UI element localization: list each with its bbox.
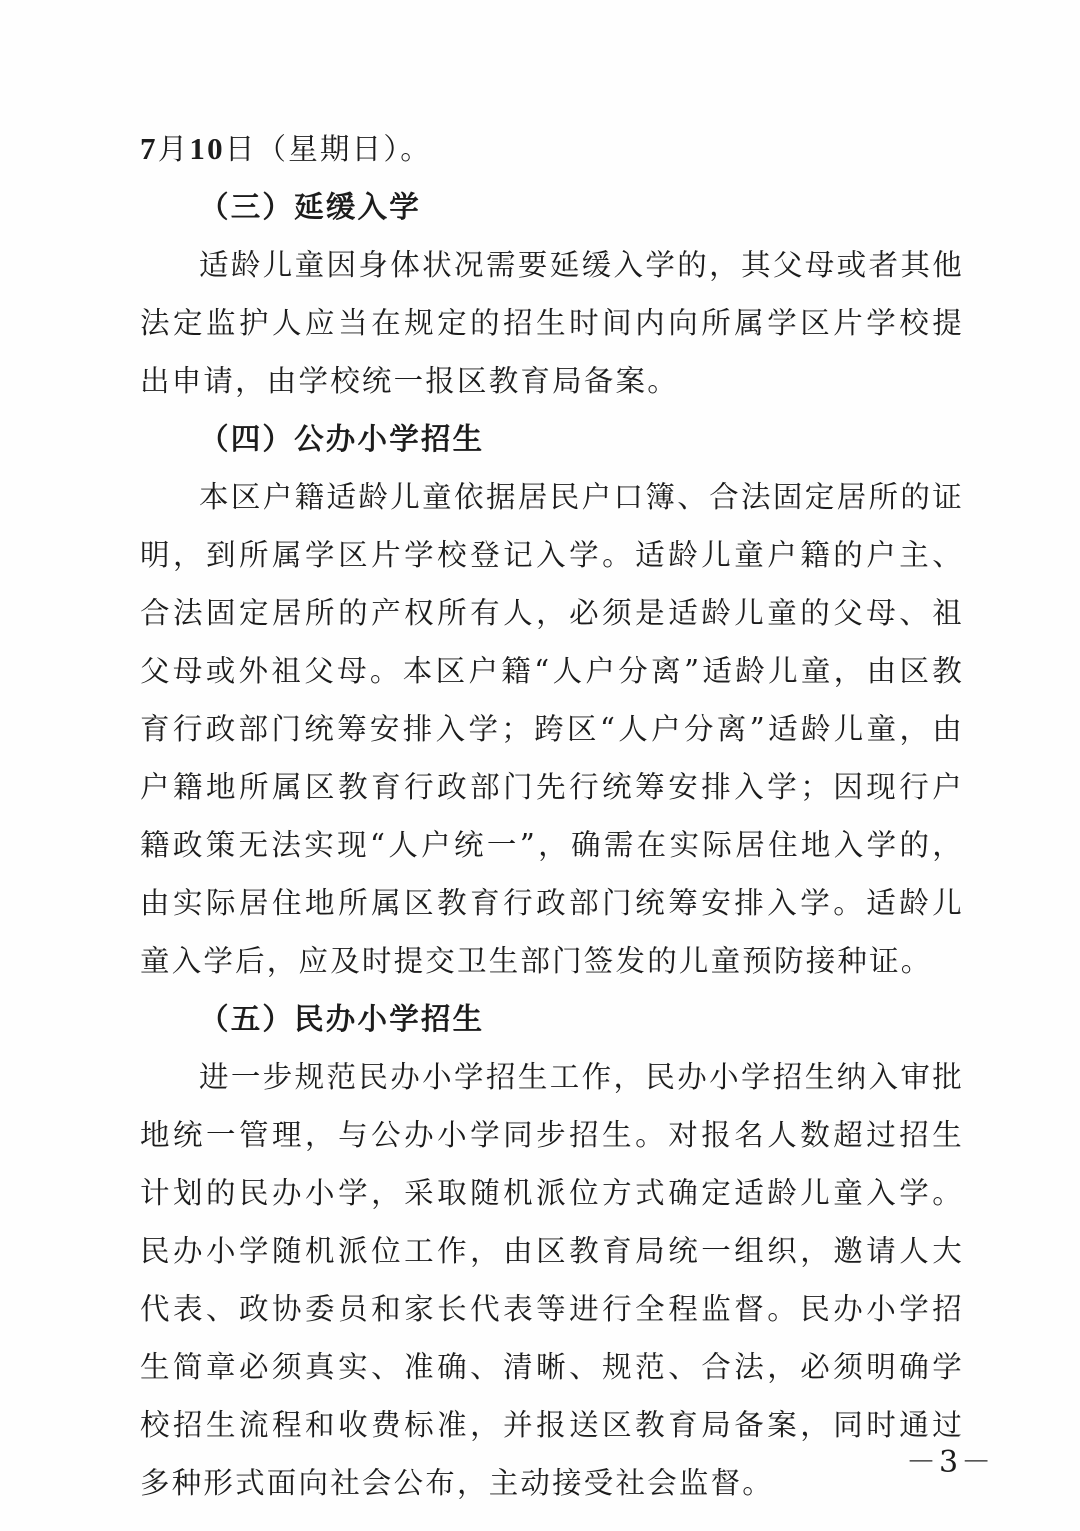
section-paragraph-4: 本区户籍适龄儿童依据居民户口簿、合法固定居所的证明，到所属学区片学校登记入学。适龄儿童户籍的户主、合法固定居所的产权所有人，必须是适龄儿童的父母、祖父母或外祖父母。本区户籍“人户分离”适龄儿童，由区教育行政部门统筹安排入学；跨区“人户分离”适龄儿童，由户籍地所属区教育行政部门先行统筹安排入学；因现行户籍政策无法实现“人户统一”，确需在实际居住地入学的，由实际居住地所属区教育行政部门统筹安排入学。适龄儿童入学后，应及时提交卫生部门签发的儿童预防接种证。 [140,480,964,978]
date-day: 10 [189,131,225,166]
date-month-char: 月 [157,132,190,166]
section-paragraph-5: 进一步规范民办小学招生工作，民办小学招生纳入审批地统一管理，与公办小学同步招生。对报名人数超过招生计划的民办小学，采取随机派位方式确定适龄儿童入学。民办小学随机派位工作，由区教育局统一组织，邀请人大代表、政协委员和家长代表等进行全程监督。民办小学招生简章必须真实、准确、清晰、规范、合法，必须明确学校招生流程和收费标准，并报送区教育局备案，同时通过多种形式面向社会公布，主动接受社会监督。 [140,1060,964,1500]
section-heading-4: （四）公办小学招生 [199,422,485,456]
page-number: －3－ [906,1445,995,1480]
date-month: 7 [140,131,158,166]
section-heading-3: （三）延缓入学 [199,190,421,224]
document-body [140,120,964,1512]
section-paragraph-3: 适龄儿童因身体状况需要延缓入学的，其父母或者其他法定监护人应当在规定的招生时间内向所属学区片学校提出申请，由学校统一报区教育局备案。 [140,248,964,398]
date-rest: 日（星期日）。 [224,132,432,166]
section-heading-5: （五）民办小学招生 [199,1002,485,1036]
date-line [140,120,964,178]
